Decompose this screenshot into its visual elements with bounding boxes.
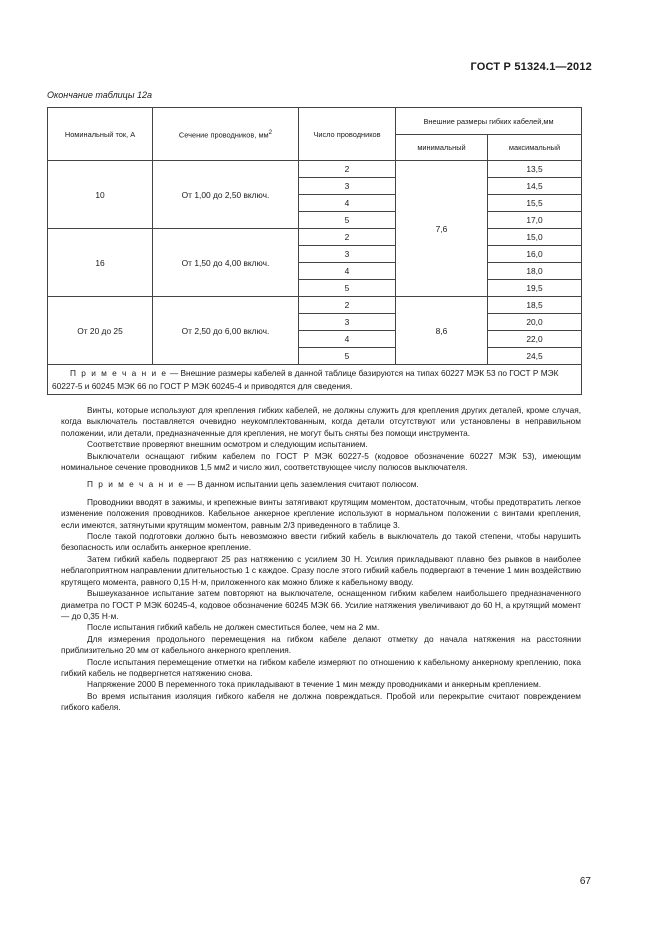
body-note: [61, 479, 581, 490]
table-row: [48, 297, 582, 314]
cell-max: 15,0: [488, 229, 582, 246]
cell-max: 13,5: [488, 161, 582, 178]
cell-count: 4: [299, 263, 396, 280]
cell-current: 10: [48, 161, 153, 229]
header-section: Сечение проводников, $мм^2$: [153, 108, 299, 161]
cell-min: 7,6: [396, 161, 488, 297]
table-header-row: [48, 108, 582, 135]
cell-count: 5: [299, 212, 396, 229]
paragraph: Соответствие проверяют внешним осмотром и следующим испытанием.: [87, 439, 368, 450]
paragraph: После испытания гибкий кабель не должен сместиться более, чем на 2 мм.: [87, 622, 380, 633]
cable-dimensions-table: [47, 107, 582, 395]
table-note: [48, 365, 582, 395]
header-count: Число проводников: [299, 108, 396, 161]
cell-section: От 1,00 до 2,50 включ.: [153, 161, 299, 229]
paragraph: После испытания перемещение отметки на гибком кабеле измеряют по отношению к кабельному анкерному креплению, пока гибкий кабель не подвергнется натяжению снова.: [61, 656, 581, 678]
cell-count: 5: [299, 348, 396, 365]
cell-section: От 1,50 до 4,00 включ.: [153, 229, 299, 297]
paragraph: Затем гибкий кабель подвергают 25 раз натяжению с усилием 30 Н. Усилия прикладывают плавно без рывков в наиболее неблагоприятном направлении длительностью 1 с каждое. Сразу после этого гибкий кабель подвергают в течение 1 мин воздействию крутящего момента, равного 0,15 Н·м, приложенного как можно ближе к кабельному вводу.: [61, 553, 581, 587]
cell-max: 18,5: [488, 297, 582, 314]
cell-count: 3: [299, 178, 396, 195]
table-note-row: [48, 365, 582, 395]
cell-count: 4: [299, 331, 396, 348]
note-label: П р и м е ч а н и е: [70, 368, 168, 378]
body-text: [61, 405, 581, 714]
cell-max: 22,0: [488, 331, 582, 348]
table-row: [48, 229, 582, 246]
note-label: П р и м е ч а н и е: [87, 479, 185, 490]
cell-max: 24,5: [488, 348, 582, 365]
cell-max: 19,5: [488, 280, 582, 297]
table-caption: Окончание таблицы 12а: [47, 90, 152, 100]
table-row: [48, 161, 582, 178]
cell-max: 15,5: [488, 195, 582, 212]
cell-min: 8,6: [396, 297, 488, 365]
header-dims: Внешние размеры гибких кабелей,мм: [396, 108, 582, 135]
paragraph: После такой подготовки должно быть невозможно ввести гибкий кабель в выключатель до такой степени, чтобы нарушить безопасность или ослабить анкерное крепление.: [61, 531, 581, 553]
doc-code: ГОСТ Р 51324.1—2012: [470, 61, 592, 73]
cell-max: 14,5: [488, 178, 582, 195]
cell-count: 3: [299, 246, 396, 263]
cell-count: 2: [299, 229, 396, 246]
header-min: минимальный: [396, 135, 488, 161]
header-max: максимальный: [488, 135, 582, 161]
paragraph: Выключатели оснащают гибким кабелем по ГОСТ Р МЭК 60227-5 (кодовое обозначение 60227 МЭК 53), имеющим номинальное сечение проводников 1,5 мм2 и число жил, соответствующее числу полюсов выключателя.: [61, 450, 581, 473]
cell-current: 16: [48, 229, 153, 297]
page-number: 67: [579, 876, 591, 887]
paragraph: Во время испытания изоляция гибкого кабеля не должна повреждаться. Пробой или перекрытие считают повреждением гибкого кабеля.: [61, 690, 581, 713]
cell-current: От 20 до 25: [48, 297, 153, 365]
cell-count: 3: [299, 314, 396, 331]
cell-section: От 2,50 до 6,00 включ.: [153, 297, 299, 365]
cell-count: 2: [299, 161, 396, 178]
cell-max: 16,0: [488, 246, 582, 263]
paragraph: Проводники вводят в зажимы, и крепежные винты затягивают крутящим моментом, достаточным, чтобы предотвратить легкое изменение положения проводников. Кабельное анкерное крепление используют в нормальном положении с винтами крепления, если имеются, затянутыми крутящим моментом, равным 2/3 приведенного в таблице 3.: [61, 496, 581, 530]
cell-max: 17,0: [488, 212, 582, 229]
cell-count: 5: [299, 280, 396, 297]
cell-max: 20,0: [488, 314, 582, 331]
cell-max: 18,0: [488, 263, 582, 280]
cell-count: 2: [299, 297, 396, 314]
note-text: — Внешние размеры кабелей в данной таблице базируются на типах 60227 МЭК 53 по ГОСТ Р МЭК 60227-5 и 60245 МЭК 66 по ГОСТ Р МЭК 60245-4 и приводятся для сведения.: [52, 368, 559, 391]
paragraph: Вышеуказанное испытание затем повторяют на выключателе, оснащенном гибким кабелем наибольшего предназначенного диаметра по ГОСТ Р МЭК 60245-4, кодовое обозначение 60245 МЭК 66. Усилие натяжения увеличивают до 60 Н, а крутящий момент — до 0,35 Н·м.: [61, 588, 581, 621]
header-current: Номинальный ток, А: [48, 108, 153, 161]
note-text: — В данном испытании цепь заземления считают полюсом.: [184, 479, 419, 490]
paragraph: Для измерения продольного перемещения на гибком кабеле делают отметку до начала натяжения на расстоянии приблизительно 20 мм от кабельного анкерного крепления.: [61, 633, 581, 656]
cell-count: 4: [299, 195, 396, 212]
paragraph: Напряжение 2000 В переменного тока прикладывают в течение 1 мин между проводниками и анкерным креплением.: [87, 679, 541, 690]
paragraph: Винты, которые используют для крепления гибких кабелей, не должны служить для крепления других деталей, кроме случая, когда выключатель поставляется очевидно неукомплектованным, когда детали отсутствуют или установлены в неправильном положении, или детали, предназначенные для крепления, не могут быть сняты без помощи инструмента.: [61, 405, 581, 438]
